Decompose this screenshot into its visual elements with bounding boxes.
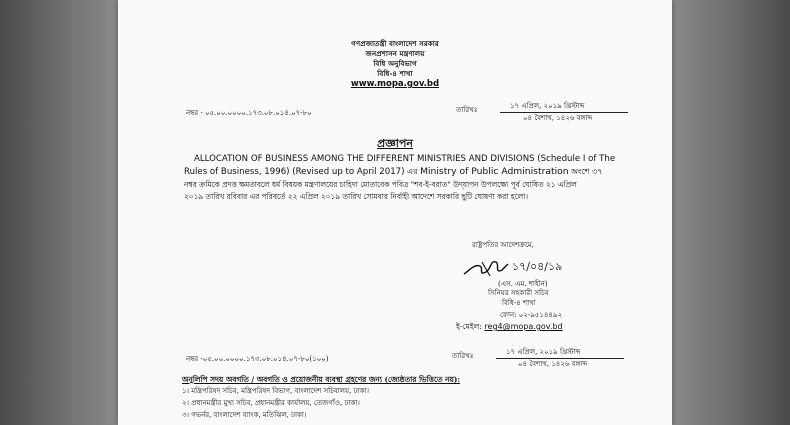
body-line-2-bangla: এর [407, 167, 418, 176]
document-page [118, 0, 672, 425]
header-division: বিধি অনুবিভাগ [373, 59, 417, 68]
body-line-3: নম্বর ক্রমিকে প্রদত্ত ক্ষমতাবলে ধর্ম বিষয়ক মন্ত্রণালয়ের চাহিদা মোতাবেক পবিত্র "শব-ই-বরাত" উদ্‌যাপন উপলক্ষ্যে পূর্ব ঘোষিত ২১ এপ্রিল [184, 180, 577, 189]
date-bn-2: ০৪ বৈশাখ, ১৪২৬ বঙ্গাব্দ [518, 360, 588, 368]
date-en-2: ১৭ এপ্রিল, ২০১৯ খ্রিস্টাব্দ [506, 348, 581, 356]
notification-title: প্রজ্ঞাপন [377, 137, 413, 150]
ref-number-2: নম্বর -০৫.০০.০০০০.১৭৩.০৮.০১৪.০৭-৮০(১০০) [186, 355, 329, 363]
body-line-2-english: Rules of Business, 1996) (Revised up to April 2017) [184, 167, 405, 177]
body-line-4: ২০১৯ তারিখ রবিবার এর পরিবর্তে ২২ এপ্রিল ২০১৯ তারিখ সোমবার নির্বাহী আদেশে সরকারি ছুটি ঘোষণা করা হলো। [184, 192, 528, 201]
cc-item-2: ২। প্রধানমন্ত্রীর মুখ্য সচিব, প্রধানমন্ত্রীর কার্যালয়, তেজগাঁও, ঢাকা। [182, 399, 360, 407]
email-link[interactable]: reg4@mopa.gov.bd [484, 322, 563, 331]
cc-item-3: ৩। গভর্নর, বাংলাদেশ ব্যাংক, মতিঝিল, ঢাকা। [182, 411, 307, 419]
date-label-1: তারিখঃ [456, 106, 478, 114]
email-label: ই-মেইল: [456, 322, 482, 331]
body-line-2-ministry: Ministry of Public Administration [420, 166, 569, 177]
date-divider-1 [500, 112, 628, 113]
presidential-order: রাষ্ট্রপতির আদেশক্রমে, [472, 241, 534, 249]
header-government: গণপ্রজাতন্ত্রী বাংলাদেশ সরকার [351, 39, 439, 48]
signatory-name: (এস. এম. শাহীন) [498, 280, 548, 288]
date-label-2: তারিখঃ [452, 352, 474, 360]
cc-item-1: ১। মন্ত্রিপরিষদ সচিব, মন্ত্রিপরিষদ বিভাগ, বাংলাদেশ সচিবালয়, ঢাকা। [182, 387, 370, 395]
header-website[interactable]: www.mopa.gov.bd [350, 79, 440, 89]
cc-heading: অনুলিপি সদয় অবগতি / অবগতি ও প্রয়োজনীয় ব্যবস্থা গ্রহণের জন্য (জ্যেষ্ঠতার ভিত্তিতে নয়): [182, 375, 461, 384]
body-line-2-bangla-2: অংশে ৩৭ [571, 167, 603, 176]
signature-image [460, 252, 570, 282]
body-line-1: ALLOCATION OF BUSINESS AMONG THE DIFFERENT MINISTRIES AND DIVISIONS (Schedule I of The [194, 154, 616, 164]
ref-number-1: নম্বর - ০৫.০০.০০০০.১৭৩.০৮.০১৪.০৭-৮০ [186, 109, 312, 117]
date-divider-2 [496, 358, 624, 359]
signatory-section: বিধি-৪ শাখা [502, 299, 536, 307]
header-ministry: জনপ্রশাসন মন্ত্রণালয় [365, 49, 425, 58]
signature-date: ১৭/০৪/১৯ [512, 260, 563, 273]
signatory-phone: ফোন: ০২-৯৫১৪৪৯২ [500, 311, 563, 319]
body-line-2 [184, 167, 602, 177]
date-en-1: ১৭ এপ্রিল, ২০১৯ খ্রিস্টাব্দ [510, 102, 585, 110]
date-bn-1: ০৪ বৈশাখ, ১৪২৬ বঙ্গাব্দ [523, 114, 593, 122]
header-section: বিধি-৪ শাখা [377, 69, 413, 78]
email-row [456, 323, 563, 331]
signatory-designation: সিনিয়র সহকারী সচিব [488, 289, 549, 297]
